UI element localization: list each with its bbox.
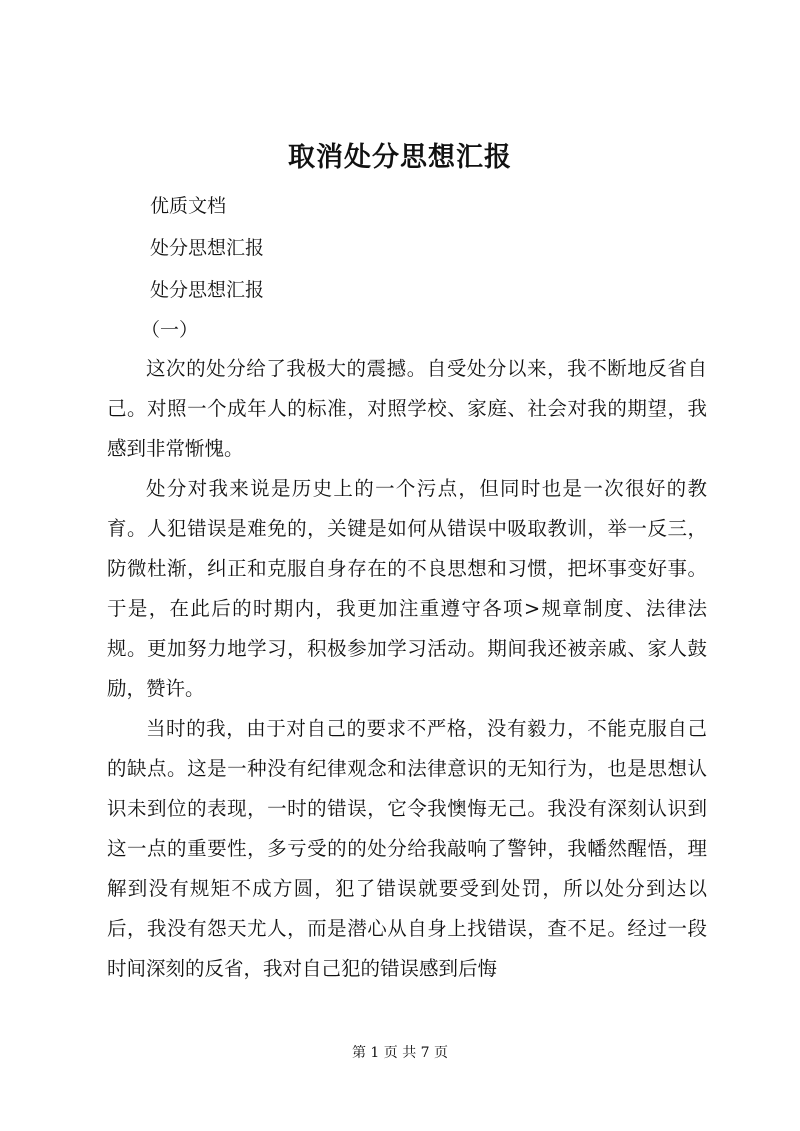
quality-label: 优质文档 xyxy=(150,195,227,217)
paragraph-2: 处分对我来说是历史上的一个污点，但同时也是一次很好的教育。人犯错误是难免的，关键是如何从错误中吸取教训，举一反三，防微杜渐，纠正和克服自身存在的不良思想和习惯，把坏事变好事。于是，在此后的时期内，我更加注重遵守各项>规章制度、法律法规。更加努力地学习，积极参加学习活动。期间我还被亲戚、家人鼓励，赞许。 xyxy=(107,477,707,700)
section-number: （一） xyxy=(141,319,199,341)
subtitle-line-repeat: 处分思想汇报 xyxy=(150,279,265,301)
paragraph-3: 当时的我，由于对自己的要求不严格，没有毅力，不能克服自己的缺点。这是一种没有纪律观念和法律意识的无知行为，也是思想认识未到位的表现，一时的错误，它令我懊悔无己。我没有深刻认识到这一点的重要性，多亏受的的处分给我敲响了警钟，我幡然醒悟，理解到没有规矩不成方圆，犯了错误就要受到处罚，所以处分到达以后，我没有怨天尤人，而是潜心从自身上找错误，查不足。经过一段时间深刻的反省，我对自己犯的错误感到后悔 xyxy=(107,717,707,980)
subtitle-line: 处分思想汇报 xyxy=(150,237,265,259)
paragraph-1: 这次的处分给了我极大的震撼。自受处分以来，我不断地反省自己。对照一个成年人的标准，对照学校、家庭、社会对我的期望，我感到非常惭愧。 xyxy=(107,357,707,460)
document-title: 取消处分思想汇报 xyxy=(288,142,512,173)
page-footer: 第 1 页 共 7 页 xyxy=(351,1045,449,1061)
